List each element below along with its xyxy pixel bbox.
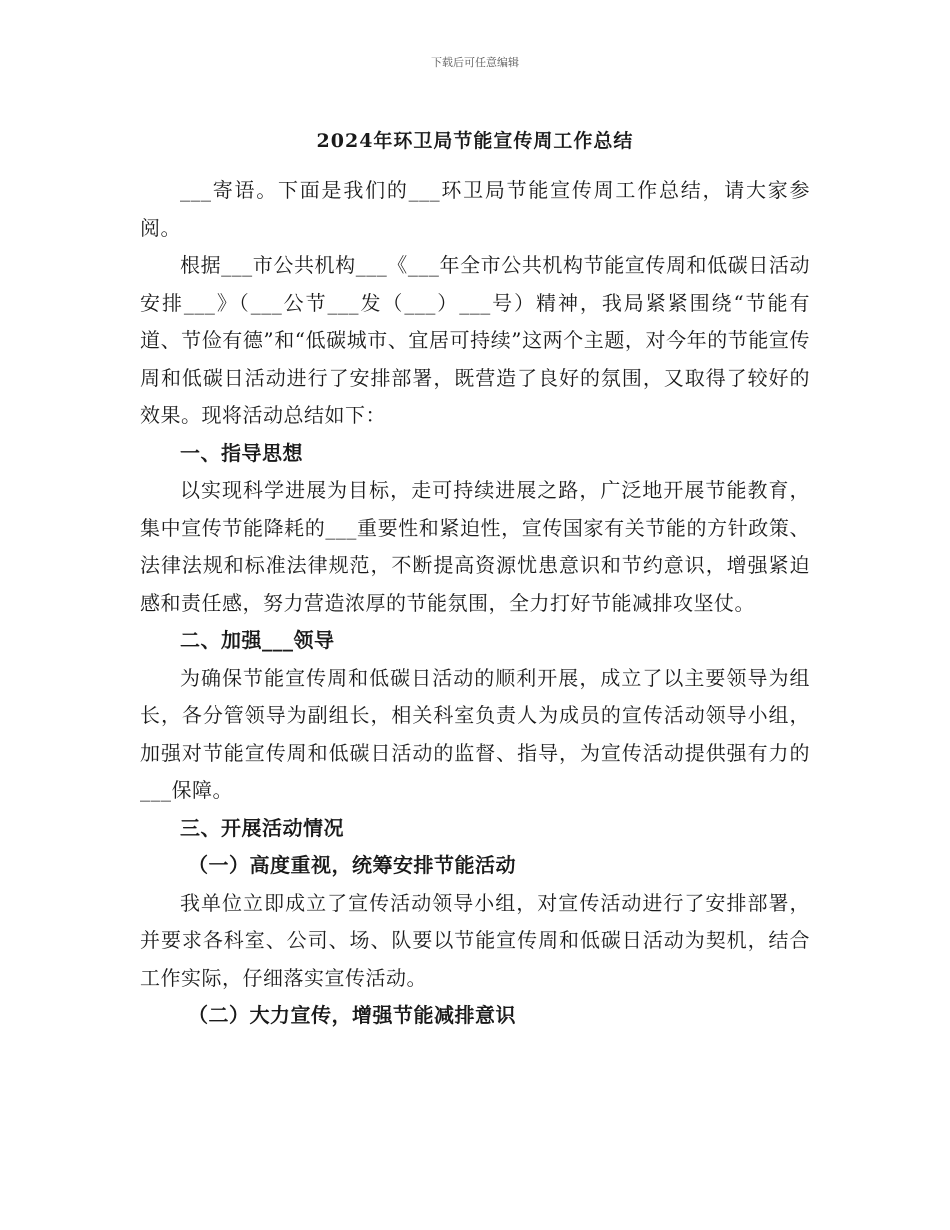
paragraph-leadership: 为确保节能宣传周和低碳日活动的顺利开展，成立了以主要领导为组长，各分管领导为副组长，相关科室负责人为成员的宣传活动领导小组，加强对节能宣传周和低碳日活动的监督、指导，为宣传活动提供强有力的___保障。 — [140, 665, 810, 802]
subheading-planning: （一）高度重视，统筹安排节能活动 — [188, 853, 516, 877]
paragraph-basis: 根据___市公共机构___《___年全市公共机构节能宣传周和低碳日活动安排___》（___公节___发（___）___号）精神，我局紧紧围绕“节能有道、节俭有德”和“低碳城市、宜居可持续”这两个主题，对今年的节能宣传周和低碳日活动进行了安排部署，既营造了良好的氛围，又取得了较好的效果。现将活动总结如下： — [140, 253, 810, 427]
paragraph-guiding-ideology: 以实现科学进展为目标，走可持续进展之路，广泛地开展节能教育，集中宣传节能降耗的___重要性和紧迫性，宣传国家有关节能的方针政策、法律法规和标准法律规范，不断提高资源忧患意识和节约意识，增强紧迫感和责任感，努力营造浓厚的节能氛围，全力打好节能减排攻坚仗。 — [140, 478, 810, 615]
subheading-publicity: （二）大力宣传，增强节能减排意识 — [188, 1003, 516, 1027]
heading-guiding-ideology: 一、指导思想 — [180, 440, 303, 465]
paragraph-intro: ___寄语。下面是我们的___环卫局节能宣传周工作总结，请大家参阅。 — [140, 178, 810, 240]
heading-strengthen-leadership: 二、加强___领导 — [180, 628, 335, 652]
heading-activities: 三、开展活动情况 — [180, 815, 344, 840]
page-header-note: 下载后可任意编辑 — [431, 56, 519, 69]
document-body — [140, 172, 810, 1035]
document-title: 2024年环卫局节能宣传周工作总结 — [316, 130, 634, 152]
paragraph-planning: 我单位立即成立了宣传活动领导小组，对宣传活动进行了安排部署，并要求各科室、公司、场、队要以节能宣传周和低碳日活动为契机，结合工作实际，仔细落实宣传活动。 — [140, 890, 810, 990]
